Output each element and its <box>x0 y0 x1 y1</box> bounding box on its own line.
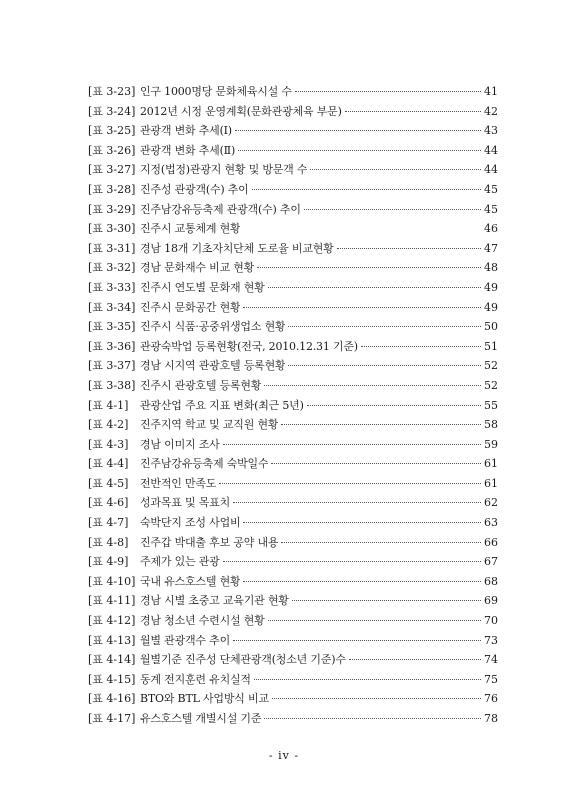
toc-entry-page-number: 62 <box>484 496 498 510</box>
toc-entry-label: [표 4-14] <box>88 653 136 667</box>
toc-entry-page-number: 44 <box>484 143 498 157</box>
toc-entry-page-number: 58 <box>484 418 498 432</box>
toc-entry-page-number: 48 <box>484 261 498 275</box>
toc-entry[interactable] <box>88 591 498 611</box>
toc-entry[interactable] <box>88 356 498 376</box>
toc-entry-page-number: 66 <box>484 535 498 549</box>
toc-entry-page-number: 44 <box>484 163 498 177</box>
toc-entry-page-number: 42 <box>484 104 498 118</box>
toc-entry-title: 관광객 변화 추세(Ⅰ) <box>140 124 232 138</box>
toc-entry-page-number: 70 <box>484 614 498 628</box>
toc-entry-page-number: 47 <box>484 241 498 255</box>
toc-entry-label: [표 3-30] <box>88 222 136 236</box>
toc-entry-page-number: 51 <box>484 339 498 353</box>
toc-entry-label: [표 4-5] <box>88 476 129 490</box>
toc-entry[interactable] <box>88 513 498 533</box>
toc-entry-title: 진주남강유등축제 숙박일수 <box>140 457 269 471</box>
toc-entry[interactable] <box>88 415 498 435</box>
dot-leader <box>238 150 481 151</box>
toc-entry[interactable] <box>88 650 498 670</box>
dot-leader <box>268 287 481 288</box>
toc-entry-page-number: 67 <box>484 555 498 569</box>
toc-entry-page-number: 46 <box>484 222 498 236</box>
dot-leader <box>223 444 481 445</box>
dot-leader <box>235 130 481 131</box>
toc-entry-label: [표 3-35] <box>88 320 136 334</box>
toc-entry-title: 인구 1000명당 문화체육시설 수 <box>140 85 292 98</box>
toc-entry-label: [표 4-8] <box>88 535 129 549</box>
toc-entry-title: 유스호스텔 개별시설 기준 <box>140 712 262 725</box>
toc-entry[interactable] <box>88 611 498 631</box>
toc-entry-page-number: 52 <box>484 378 498 392</box>
toc-entry[interactable] <box>88 670 498 690</box>
toc-entry-page-number: 49 <box>484 300 498 314</box>
toc-entry-label: [표 4-9] <box>88 555 129 569</box>
dot-leader <box>233 502 481 503</box>
toc-entry-title: 월별기준 진주성 단체관광객(청소년 기준)수 <box>140 653 346 667</box>
dot-leader <box>304 209 481 210</box>
dot-leader <box>243 581 481 582</box>
toc-entry-label: [표 4-16] <box>88 692 136 706</box>
toc-entry-title: 국내 유스호스텔 현황 <box>140 574 241 588</box>
toc-entry-title: 경남 시별 초중고 교육기관 현황 <box>140 594 289 608</box>
dot-leader <box>281 542 481 543</box>
dot-leader <box>337 248 481 249</box>
toc-entry-title: 지정(법정)관광지 현황 및 방문객 수 <box>140 163 308 177</box>
dot-leader <box>271 463 481 464</box>
dot-leader <box>254 679 481 680</box>
toc-entry-label: [표 3-33] <box>88 280 136 294</box>
toc-entry-page-number: 61 <box>484 476 498 490</box>
dot-leader <box>295 91 481 92</box>
toc-entry-title: 진주시 교통체계 현황 <box>140 222 241 236</box>
toc-entry-label: [표 4-3] <box>88 437 129 451</box>
dot-leader <box>264 385 481 386</box>
toc-entry[interactable] <box>88 709 498 729</box>
toc-entry-title: 전반적인 만족도 <box>140 476 217 490</box>
toc-entry[interactable] <box>88 376 498 396</box>
toc-entry-label: [표 4-12] <box>88 614 136 628</box>
toc-entry-page-number: 59 <box>484 437 498 451</box>
toc-entry-title: 진주남강유등축제 관광객(수) 추이 <box>140 202 301 216</box>
toc-entry-page-number: 76 <box>484 692 498 706</box>
dot-leader <box>243 307 481 308</box>
toc-entry-label: [표 4-10] <box>88 574 136 588</box>
toc-entry[interactable] <box>88 396 498 416</box>
toc-entry-title: 숙박단지 조성 사업비 <box>140 516 241 530</box>
toc-entry-label: [표 3-31] <box>88 241 136 255</box>
toc-entry-label: [표 4-4] <box>88 457 129 471</box>
dot-leader <box>252 189 481 190</box>
table-of-contents-list <box>88 82 498 729</box>
dot-leader <box>233 640 481 641</box>
dot-leader <box>219 483 481 484</box>
toc-entry[interactable] <box>88 454 498 474</box>
toc-entry[interactable] <box>88 337 498 357</box>
toc-entry-label: [표 4-1] <box>88 398 129 412</box>
toc-entry-title: 진주시 관광호텔 등록현황 <box>140 378 262 392</box>
toc-entry-page-number: 41 <box>484 85 498 98</box>
dot-leader <box>345 111 481 112</box>
toc-entry-label: [표 4-7] <box>88 516 129 530</box>
toc-entry[interactable] <box>88 200 498 220</box>
toc-entry-label: [표 4-13] <box>88 633 136 647</box>
dot-leader <box>243 228 481 229</box>
toc-entry-title: 경남 시지역 관광호텔 등록현황 <box>140 359 286 373</box>
dot-leader <box>272 698 481 699</box>
dot-leader <box>243 522 481 523</box>
toc-entry-page-number: 78 <box>484 712 498 725</box>
toc-entry-label: [표 3-32] <box>88 261 136 275</box>
toc-entry-label: [표 3-25] <box>88 124 136 138</box>
toc-entry-label: [표 3-26] <box>88 143 136 157</box>
toc-entry-title: 경남 청소년 수련시설 현황 <box>140 614 265 628</box>
toc-entry-page-number: 50 <box>484 320 498 334</box>
toc-entry-title: 진주시 식품·공중위생업소 현황 <box>140 320 286 334</box>
dot-leader <box>349 659 481 660</box>
toc-entry[interactable] <box>88 258 498 278</box>
toc-entry[interactable] <box>88 552 498 572</box>
toc-entry-label: [표 3-34] <box>88 300 136 314</box>
toc-entry[interactable] <box>88 121 498 141</box>
toc-entry-page-number: 63 <box>484 516 498 530</box>
toc-entry-label: [표 3-36] <box>88 339 136 353</box>
toc-entry[interactable] <box>88 689 498 709</box>
toc-entry-label: [표 4-6] <box>88 496 129 510</box>
toc-entry-page-number: 61 <box>484 457 498 471</box>
toc-entry-label: [표 4-17] <box>88 712 136 725</box>
toc-entry-page-number: 69 <box>484 594 498 608</box>
toc-entry[interactable] <box>88 298 498 318</box>
toc-entry[interactable] <box>88 180 498 200</box>
toc-entry-label: [표 3-28] <box>88 182 136 196</box>
toc-entry-page-number: 45 <box>484 202 498 216</box>
toc-entry[interactable] <box>88 493 498 513</box>
toc-entry[interactable] <box>88 82 498 102</box>
toc-entry-page-number: 73 <box>484 633 498 647</box>
dot-leader <box>281 424 481 425</box>
dot-leader <box>223 561 481 562</box>
toc-entry-title: 관광산업 주요 지표 변화(최근 5년) <box>140 398 304 412</box>
toc-entry-title: 성과목표 및 목표치 <box>140 496 231 510</box>
toc-entry-title: 관광숙박업 등록현황(전국, 2010.12.31 기준) <box>140 339 358 353</box>
toc-entry-page-number: 45 <box>484 182 498 196</box>
toc-entry-title: 경남 문화재수 비교 현황 <box>140 261 255 275</box>
toc-entry[interactable] <box>88 435 498 455</box>
dot-leader <box>257 267 481 268</box>
toc-entry-page-number: 43 <box>484 124 498 138</box>
toc-entry-title: BTO와 BTL 사업방식 비교 <box>140 692 269 706</box>
toc-entry-title: 월별 관광객수 추이 <box>140 633 231 647</box>
toc-entry-title: 진주지역 학교 및 교직원 현황 <box>140 418 279 432</box>
dot-leader <box>268 620 481 621</box>
toc-entry-label: [표 3-24] <box>88 104 136 118</box>
toc-entry-label: [표 4-15] <box>88 672 136 686</box>
dot-leader <box>288 365 481 366</box>
toc-entry[interactable] <box>88 219 498 239</box>
toc-entry[interactable] <box>88 474 498 494</box>
toc-entry-label: [표 3-29] <box>88 202 136 216</box>
toc-entry-label: [표 3-37] <box>88 359 136 373</box>
dot-leader <box>307 405 481 406</box>
dot-leader <box>264 718 481 719</box>
dot-leader <box>310 169 481 170</box>
dot-leader <box>292 600 481 601</box>
toc-entry[interactable] <box>88 102 498 122</box>
toc-entry-title: 진주시 문화공간 현황 <box>140 300 241 314</box>
toc-entry-label: [표 3-23] <box>88 85 136 98</box>
toc-entry[interactable] <box>88 533 498 553</box>
dot-leader <box>361 346 481 347</box>
toc-entry-title: 2012년 시정 운영계획(문화관광체육 부문) <box>140 104 342 118</box>
toc-entry-title: 관광객 변화 추세(Ⅱ) <box>140 143 236 157</box>
toc-entry-label: [표 4-2] <box>88 418 129 432</box>
toc-entry-page-number: 74 <box>484 653 498 667</box>
toc-entry[interactable] <box>88 141 498 161</box>
toc-entry-label: [표 4-11] <box>88 594 136 608</box>
toc-entry-page-number: 49 <box>484 280 498 294</box>
toc-entry[interactable] <box>88 239 498 259</box>
toc-entry-page-number: 75 <box>484 672 498 686</box>
toc-entry-page-number: 52 <box>484 359 498 373</box>
toc-entry-page-number: 55 <box>484 398 498 412</box>
toc-entry-title: 경남 18개 기초자치단체 도로율 비교현황 <box>140 241 334 255</box>
toc-entry[interactable] <box>88 572 498 592</box>
toc-entry-title: 진주갑 박대출 후보 공약 내용 <box>140 535 279 549</box>
toc-entry-title: 경남 이미지 조사 <box>140 437 220 451</box>
page-number: - iv - <box>268 749 300 762</box>
toc-entry[interactable] <box>88 317 498 337</box>
toc-entry[interactable] <box>88 631 498 651</box>
toc-entry[interactable] <box>88 160 498 180</box>
toc-entry-page-number: 68 <box>484 574 498 588</box>
toc-entry-title: 동계 전지훈련 유치실적 <box>140 672 251 686</box>
toc-entry-label: [표 3-27] <box>88 163 136 177</box>
toc-entry[interactable] <box>88 278 498 298</box>
dot-leader <box>288 326 481 327</box>
toc-entry-title: 주제가 있는 관광 <box>140 555 220 569</box>
toc-entry-title: 진주시 연도별 문화재 현황 <box>140 280 265 294</box>
toc-entry-label: [표 3-38] <box>88 378 136 392</box>
toc-entry-title: 진주성 관광객(수) 추이 <box>140 182 249 196</box>
